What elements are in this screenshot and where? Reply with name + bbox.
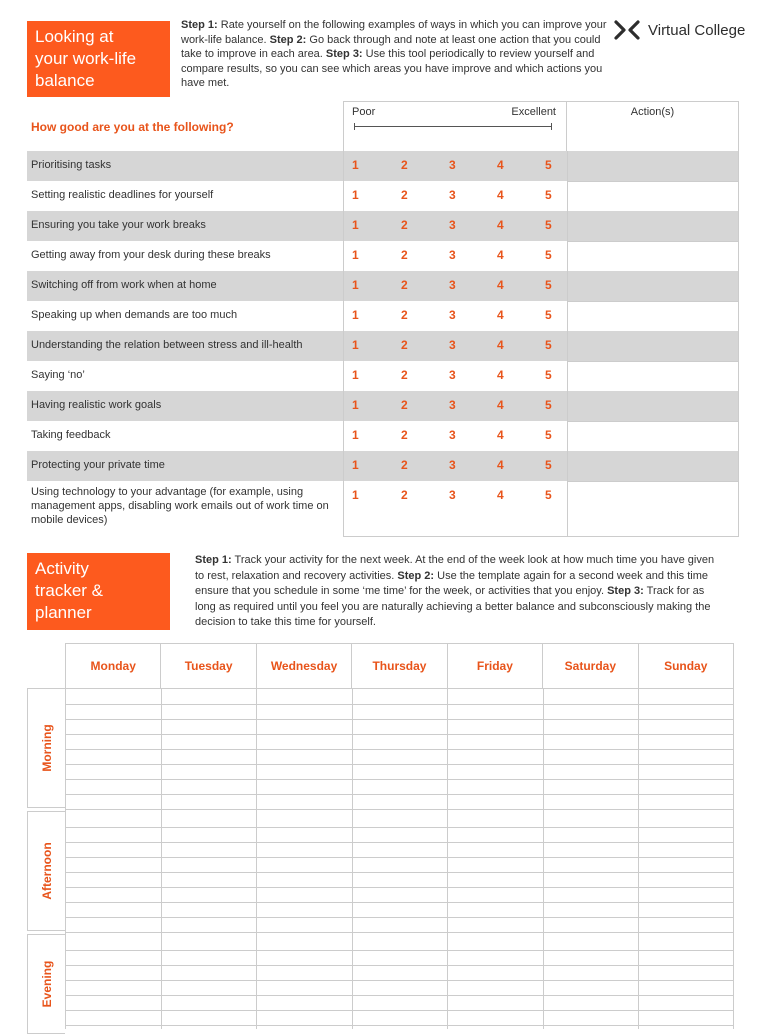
rating-item-label: Using technology to your advantage (for example, using management apps, disabling work emails out of work time on mobile devices)	[31, 486, 329, 526]
period-evening-label: Evening	[39, 960, 54, 1008]
planner-row-line	[65, 794, 734, 795]
planner-row-line	[65, 872, 734, 873]
rating-scale-header	[343, 101, 567, 151]
planner-row-line	[65, 1025, 734, 1026]
planner-row-line	[65, 809, 734, 810]
activity-title-line-3: planner	[35, 603, 92, 622]
activity-step1-label: Step 1:	[195, 554, 232, 566]
planner-row-line	[65, 749, 734, 750]
planner-row-line	[65, 965, 734, 966]
rating-scale-cell	[343, 301, 567, 331]
rating-option-2[interactable]: 2	[401, 278, 408, 292]
planner-row-line	[65, 704, 734, 705]
rating-option-2[interactable]: 2	[401, 398, 408, 412]
planner-row-line	[65, 887, 734, 888]
rating-item-label: Having realistic work goals	[31, 399, 162, 411]
day-saturday: Saturday	[542, 644, 637, 689]
activity-step2-label: Step 2:	[397, 569, 435, 582]
rating-option-2[interactable]: 2	[401, 338, 408, 352]
rating-option-1[interactable]: 1	[352, 458, 359, 472]
rating-scale-cell	[343, 391, 567, 421]
rating-option-1[interactable]: 1	[352, 488, 359, 502]
rating-option-4[interactable]: 4	[497, 488, 504, 502]
logo-mark-icon	[614, 20, 642, 40]
rating-row	[27, 421, 739, 451]
rating-option-4[interactable]: 4	[497, 458, 504, 472]
planner-row-line	[65, 779, 734, 780]
rating-option-5[interactable]: 5	[545, 158, 552, 172]
balance-step1-label: Step 1:	[181, 19, 218, 31]
activity-step2-text: Use the template again for a second week and this time ensure that you schedule in some ‘me time’ for the week, or activities that you enjoy.	[195, 569, 708, 597]
day-tuesday: Tuesday	[160, 644, 255, 689]
balance-step1-text: Rate yourself on the following examples of ways in which you can improve your work-life balance.	[181, 19, 607, 46]
balance-step3-label: Step 3:	[325, 48, 363, 60]
rating-row	[27, 301, 739, 331]
rating-option-5[interactable]: 5	[545, 278, 552, 292]
rating-rows	[27, 151, 739, 537]
rating-option-2[interactable]: 2	[401, 368, 408, 382]
rating-row	[27, 481, 739, 537]
scale-high-label: Excellent	[511, 106, 556, 118]
rating-option-3[interactable]: 3	[449, 458, 456, 472]
rating-option-3[interactable]: 3	[449, 428, 456, 442]
rating-option-2[interactable]: 2	[401, 488, 408, 502]
rating-row	[27, 391, 739, 421]
rating-item-label: Prioritising tasks	[31, 159, 112, 171]
planner-column-line	[256, 689, 257, 1029]
planner-row-line	[65, 980, 734, 981]
rating-table	[27, 101, 739, 537]
action-cell[interactable]	[567, 181, 739, 211]
action-cell[interactable]	[567, 481, 739, 537]
balance-title-line-3: balance	[35, 71, 95, 90]
rating-row	[27, 451, 739, 481]
rating-option-5[interactable]: 5	[545, 458, 552, 472]
planner-column-line	[447, 689, 448, 1029]
rating-option-2[interactable]: 2	[401, 458, 408, 472]
rating-option-1[interactable]: 1	[352, 218, 359, 232]
rating-option-3[interactable]: 3	[449, 338, 456, 352]
rating-row	[27, 211, 739, 241]
action-cell[interactable]	[567, 151, 739, 181]
rating-option-5[interactable]: 5	[545, 398, 552, 412]
rating-option-3[interactable]: 3	[449, 218, 456, 232]
planner-row-line	[65, 734, 734, 735]
activity-step1-text: Track your activity for the next week. At the end of the week look at how much time you have given to rest, relaxation and recovery activities.	[195, 554, 715, 582]
rating-option-4[interactable]: 4	[497, 398, 504, 412]
rating-option-3[interactable]: 3	[449, 248, 456, 262]
logo-text: Virtual College	[648, 21, 746, 39]
rating-option-1[interactable]: 1	[352, 338, 359, 352]
planner-column-line	[65, 689, 66, 1029]
rating-option-5[interactable]: 5	[545, 188, 552, 202]
rating-option-5[interactable]: 5	[545, 488, 552, 502]
activity-step3-label: Step 3:	[607, 585, 644, 597]
scale-low-label: Poor	[352, 106, 376, 118]
rating-option-1[interactable]: 1	[352, 308, 359, 322]
action-cell[interactable]	[567, 391, 739, 421]
rating-option-2[interactable]: 2	[401, 158, 408, 172]
rating-item-label: Getting away from your desk during these breaks	[31, 249, 271, 261]
rating-item-label: Ensuring you take your work breaks	[31, 219, 206, 231]
planner-row-line	[65, 932, 734, 933]
action-cell[interactable]	[567, 301, 739, 331]
rating-option-4[interactable]: 4	[497, 188, 504, 202]
rating-option-3[interactable]: 3	[449, 278, 456, 292]
rating-option-1[interactable]: 1	[352, 398, 359, 412]
planner-column-line	[543, 689, 544, 1029]
activity-intro	[195, 553, 725, 631]
rating-option-5[interactable]: 5	[545, 428, 552, 442]
balance-step2-text: Go back through and note at least one action that you could take to improve in each area.	[181, 33, 601, 60]
planner-row-line	[65, 857, 734, 858]
planner-grid	[65, 688, 734, 1029]
rating-scale-cell	[343, 421, 567, 451]
balance-intro	[181, 18, 609, 91]
rating-option-4[interactable]: 4	[497, 308, 504, 322]
rating-scale-cell	[343, 331, 567, 361]
day-monday: Monday	[65, 644, 160, 689]
rating-row	[27, 151, 739, 181]
rating-option-3[interactable]: 3	[449, 488, 456, 502]
action-cell[interactable]	[567, 451, 739, 481]
rating-option-4[interactable]: 4	[497, 278, 504, 292]
rating-row	[27, 361, 739, 391]
rating-scale-cell	[343, 451, 567, 481]
rating-item-label: Taking feedback	[31, 429, 111, 441]
rating-option-3[interactable]: 3	[449, 368, 456, 382]
planner-day-headers	[65, 643, 734, 689]
planner-column-line	[352, 689, 353, 1029]
rating-question: How good are you at the following?	[31, 120, 234, 134]
rating-option-3[interactable]: 3	[449, 188, 456, 202]
rating-option-5[interactable]: 5	[545, 338, 552, 352]
rating-scale-cell	[343, 151, 567, 181]
activity-title-line-2: tracker &	[35, 581, 104, 600]
balance-title-box	[27, 21, 170, 97]
rating-scale-cell	[343, 181, 567, 211]
rating-item-label: Speaking up when demands are too much	[31, 309, 238, 321]
planner-column-line	[733, 689, 734, 1029]
rating-option-5[interactable]: 5	[545, 308, 552, 322]
balance-title-line-2: your work-life	[35, 49, 137, 68]
period-morning-label: Morning	[39, 724, 54, 772]
rating-option-4[interactable]: 4	[497, 218, 504, 232]
period-evening	[27, 934, 65, 1034]
rating-option-1[interactable]: 1	[352, 188, 359, 202]
virtual-college-logo	[614, 18, 745, 42]
period-afternoon	[27, 811, 65, 931]
rating-item-label: Setting realistic deadlines for yourself	[31, 189, 214, 201]
rating-option-2[interactable]: 2	[401, 428, 408, 442]
rating-table-header	[27, 101, 739, 151]
rating-option-5[interactable]: 5	[545, 248, 552, 262]
day-wednesday: Wednesday	[256, 644, 351, 689]
rating-option-3[interactable]: 3	[449, 398, 456, 412]
planner-row-line	[65, 842, 734, 843]
period-afternoon-label: Afternoon	[39, 842, 54, 900]
rating-option-1[interactable]: 1	[352, 158, 359, 172]
planner-row-line	[65, 719, 734, 720]
period-morning	[27, 688, 65, 808]
activity-step3-text: Track for as long as required until you feel you are naturally achieving a better balance and subconsciously making the decision to take this time for yourself.	[195, 585, 711, 628]
rating-option-3[interactable]: 3	[449, 158, 456, 172]
planner-row-line	[65, 1010, 734, 1011]
balance-step2-label: Step 2:	[269, 33, 307, 46]
planner-row-line	[65, 902, 734, 903]
day-thursday: Thursday	[351, 644, 446, 689]
planner-column-line	[638, 689, 639, 1029]
planner-row-line	[65, 827, 734, 828]
rating-option-3[interactable]: 3	[449, 308, 456, 322]
rating-row	[27, 331, 739, 361]
planner-row-line	[65, 995, 734, 996]
action-cell[interactable]	[567, 211, 739, 241]
balance-step3-text: Use this tool periodically to review yourself and compare results, so you can see which areas you have improve and which actions you have met.	[181, 48, 603, 89]
action-cell[interactable]	[567, 271, 739, 301]
rating-scale-cell	[343, 211, 567, 241]
action-cell[interactable]	[567, 331, 739, 361]
action-cell[interactable]	[567, 421, 739, 451]
action-cell[interactable]	[567, 361, 739, 391]
rating-option-1[interactable]: 1	[352, 248, 359, 262]
rating-row	[27, 181, 739, 211]
action-cell[interactable]	[567, 241, 739, 271]
rating-scale-cell	[343, 481, 567, 537]
rating-option-1[interactable]: 1	[352, 428, 359, 442]
rating-scale-cell	[343, 271, 567, 301]
rating-option-4[interactable]: 4	[497, 368, 504, 382]
planner-row-line	[65, 950, 734, 951]
rating-option-4[interactable]: 4	[497, 428, 504, 442]
rating-row	[27, 241, 739, 271]
day-friday: Friday	[447, 644, 542, 689]
rating-scale-cell	[343, 361, 567, 391]
rating-option-5[interactable]: 5	[545, 218, 552, 232]
activity-title-line-1: Activity	[35, 559, 89, 578]
activity-planner	[27, 643, 734, 1033]
rating-item-label: Understanding the relation between stress and ill-health	[31, 339, 303, 351]
rating-item-label: Saying ‘no’	[31, 369, 85, 381]
rating-option-4[interactable]: 4	[497, 338, 504, 352]
rating-option-2[interactable]: 2	[401, 218, 408, 232]
rating-row	[27, 271, 739, 301]
rating-item-label: Switching off from work when at home	[31, 279, 217, 291]
actions-header: Action(s)	[567, 101, 739, 151]
rating-option-4[interactable]: 4	[497, 158, 504, 172]
day-sunday: Sunday	[638, 644, 734, 689]
rating-option-5[interactable]: 5	[545, 368, 552, 382]
rating-option-2[interactable]: 2	[401, 248, 408, 262]
rating-option-1[interactable]: 1	[352, 368, 359, 382]
rating-option-2[interactable]: 2	[401, 188, 408, 202]
scale-line	[354, 126, 552, 127]
planner-row-line	[65, 764, 734, 765]
balance-title-line-1: Looking at	[35, 27, 114, 46]
activity-title-box	[27, 553, 170, 630]
planner-row-line	[65, 917, 734, 918]
planner-column-line	[161, 689, 162, 1029]
rating-option-4[interactable]: 4	[497, 248, 504, 262]
rating-item-label: Protecting your private time	[31, 459, 165, 471]
rating-scale-cell	[343, 241, 567, 271]
rating-option-1[interactable]: 1	[352, 278, 359, 292]
rating-option-2[interactable]: 2	[401, 308, 408, 322]
